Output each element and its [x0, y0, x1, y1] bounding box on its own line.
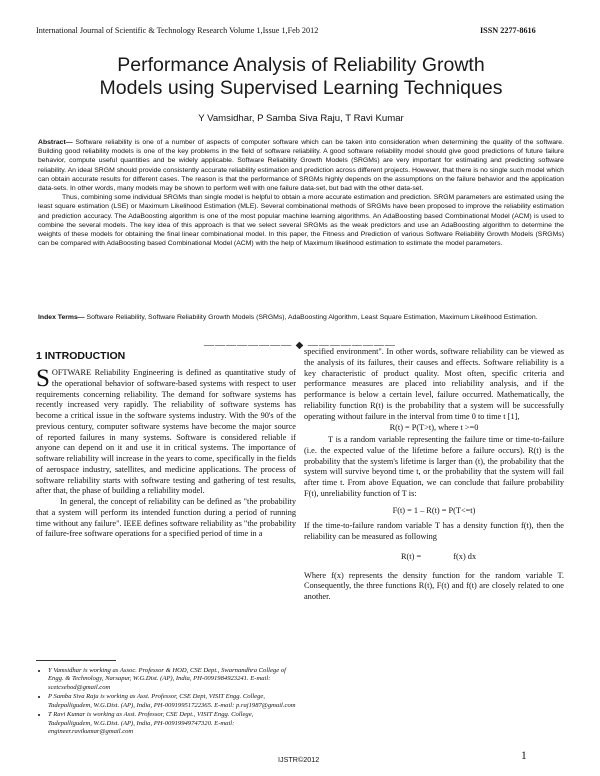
- equation-unreliability: F(t) = 1 – R(t) = P(T<=t): [392, 505, 476, 515]
- equation-integral: [304, 552, 564, 563]
- footnote-item: • P Samba Siva Raju is working as Asst. Professor, CSE Dept, VISIT Engg. College, Tadepalligudem, W.G.Dist. (AP), India, PH-00919951722365. E-mail: p.raj1987@gmail.com: [48, 693, 296, 710]
- index-terms-text: Software Reliability, Software Reliability Growth Models (SRGMs), AdaBoosting Algorithm, Least Square Estimation, Maximum Likelihood Estimation.: [84, 314, 538, 321]
- smallcaps-word: OFTWARE: [51, 368, 92, 377]
- abstract-para-2: Thus, combining some individual SRGMs than single model is helpful to obtain a more accurate estimation and prediction. SRGM parameters are estimated using the least square estimation (LSE) or Maximum Likelihood Estimation (MLE). Several combinational methods of SRGMs have been proposed to improve the reliability estimation and prediction accuracy. The AdaBoosting algorithm is one of the most popular machine learning algorithms. An AdaBoosting based Combinational Model (ACM) is used to combine the several models. The key idea of this approach is that we select several SRGMs as the weak predictors and use an AdaBoosting algorithm to determine the weights of these models for obtaining the final linear combinational model. In this paper, the Fitness and Prediction of various Software Reliability Growth Models (SRGMs) can be compared with AdaBoosting based Combinational Model (ACM) with the help of Maximum likelihood estimation to estimate the model parameters.: [38, 194, 564, 248]
- equation-integral-rhs: f(x) dx: [453, 551, 477, 561]
- abstract-label: Abstract—: [38, 139, 73, 146]
- right-para-4: Where f(x) represents the density function for the random variable T. Consequently, the three functions R(t), F(t) and f(t) are closely related to one another.: [304, 570, 564, 601]
- abstract: [38, 138, 564, 248]
- section-separator: ———————— ◆ ————————: [204, 340, 396, 351]
- footnote-rule: [36, 660, 116, 661]
- title-line-1: Performance Analysis of Reliability Growth: [117, 54, 485, 76]
- equation-reliability: R(t) = P(T>t), where t >=0: [389, 423, 479, 433]
- journal-header: International Journal of Scientific & Technology Research Volume 1,Issue 1,Feb 2012: [36, 26, 319, 35]
- footnote-item: • Y Vamsidhar is working as Assoc. Professor & HOD, CSE Dept., Swarnandhra College of Engg. & Technology, Narsapur, W.G.Dist. (AP), India, PH-0091984923241. E-mail: scetcsehod@gmail.com: [48, 667, 296, 692]
- index-terms: [38, 313, 564, 322]
- abstract-para-1: Software reliability is one of a number of aspects of computer software which can be taken into consideration when determining the quality of the software. Building good reliability models is one of the key problems in the field of software reliability. A good software reliability model should give good predictions of future failure behavior, compute useful quantities and be widely applicable. Software Reliability Growth Models (SRGMs) are very important for estimating and predicting software reliability. An ideal SRGM should provide consistently accurate reliability estimation and prediction across different projects. However, that there is no single such model which can obtain accurate results for different cases. The reason is that the performance of SRGMs highly depends on the assumptions on the failure behavior and the application data-sets. In other words, many models may be shown to perform well with one failure data-set, but bad with the other data-set.: [38, 139, 564, 193]
- title-line-2: Models using Supervised Learning Techniques: [99, 77, 503, 99]
- footer-copyright: IJSTR©2012: [278, 755, 320, 764]
- right-para-2: T is a random variable representing the failure time or time-to-failure (i.e. the expected value of the lifetime before a failure occurs). R(t) is the probability that the system's lifetime is larger than (t), the probability that the system will survive beyond time t, or the probability that the system will fail after time t. From above Equation, we can conclude that failure probability F(t), unreliability function of T is:: [304, 435, 564, 498]
- intro-para-2: In general, the concept of reliability can be defined as "the probability that a system will perform its intended function during a period of running time without any failure". IEEE defines software reliability as "the probability of failure-free software operations for a specified period of time in a: [36, 497, 296, 539]
- equation-integral-lhs: R(t) =: [401, 551, 422, 561]
- index-terms-label: Index Terms—: [38, 314, 85, 321]
- right-para-3: If the time-to-failure random variable T has a density function f(t), then the reliability can be measured as following: [304, 521, 564, 541]
- right-para-1: specified environment". In other words, software reliability can be viewed as the analysis of its failures, their causes and effects. Software reliability is a key characteristic of product quality. Most often, specific criteria and performance measures are placed into reliability analysis, and if the performance is below a certain level, failure occurred. Mathematically, the reliability function R(t) is the probability that a system will be successfully operating without failure in the interval from time 0 to time t [1],: [304, 347, 564, 421]
- left-column: [36, 365, 296, 540]
- intro-para-1: Reliability Engineering is defined as quantitative study of the operational behavior of software-based systems with respect to user requirements concerning reliability. The demand for software systems has recently increased very rapidly. The reliability of software systems has become a critical issue in the software systems industry. With the 90's of the previous century, computer software systems have become the major source of reported failures in many systems. Software is considered reliable if anyone can depend on it and use it in critical systems. The importance of software reliability will increase in the years to come, specifically in the fields of aerospace industry, satellites, and medicine applications. The process of software reliability starts with software testing and gathering of test results, after that, the phase of building a reliability model.: [36, 368, 296, 496]
- drop-cap: S: [36, 365, 50, 392]
- authors: Y Vamsidhar, P Samba Siva Raju, T Ravi Kumar: [198, 113, 404, 124]
- page-number: 1: [521, 750, 527, 762]
- footnote-item: • T Ravi Kumar is working as Asst. Professor, CSE Dept., VISIT Engg. College, Tadepalligudem, W.G.Dist. (AP), India, PH-00919949747320. E-mail: engineer.ravikumar@gmail.com: [48, 711, 296, 736]
- issn-header: ISSN 2277-8616: [480, 26, 536, 35]
- footnotes: [36, 667, 296, 738]
- right-column: [304, 347, 564, 603]
- paper-title: [40, 54, 562, 100]
- section-heading: 1 INTRODUCTION: [36, 350, 126, 362]
